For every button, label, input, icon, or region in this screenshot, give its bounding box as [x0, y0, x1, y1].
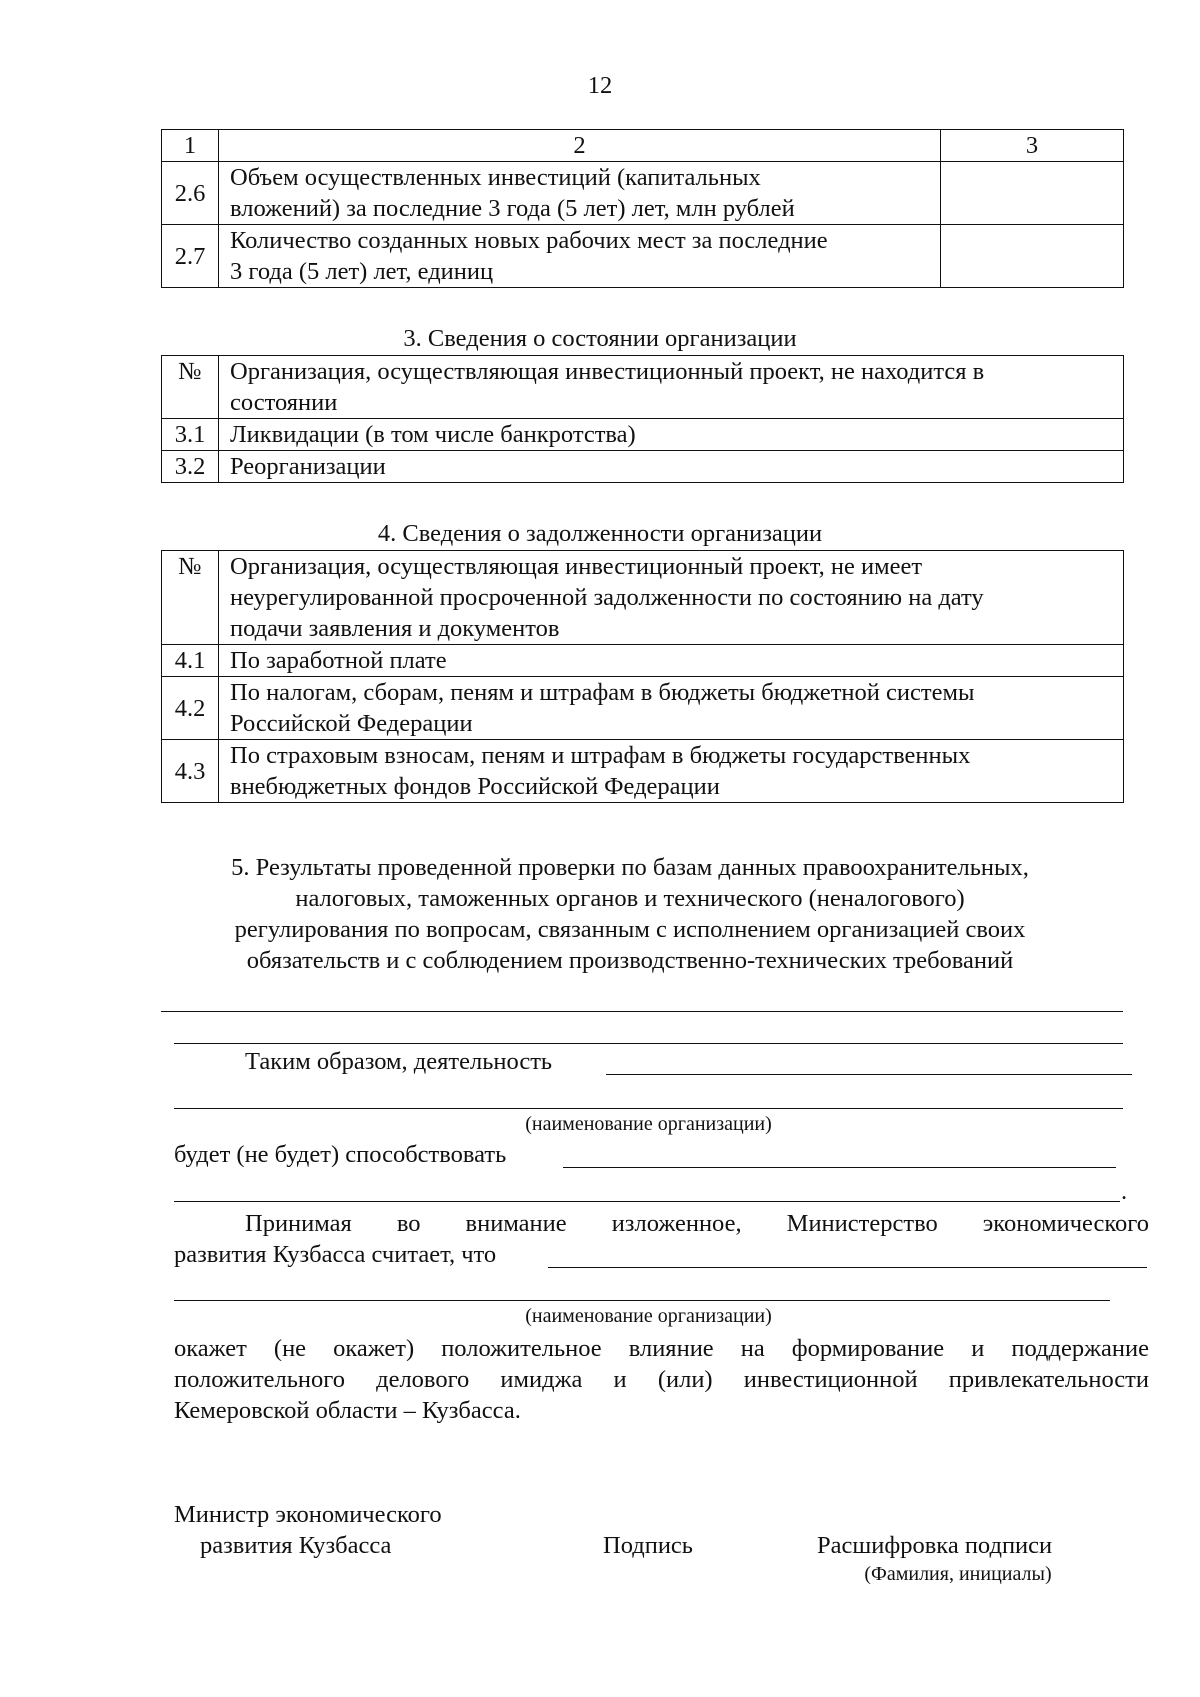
row-number: 4.1 [162, 645, 219, 677]
fill-line-organization-1[interactable] [174, 1108, 1123, 1109]
row-text-line: вложений) за последние 3 года (5 лет) лет, млн рублей [230, 195, 795, 222]
row-text-line: 3 года (5 лет) лет, единиц [230, 258, 494, 285]
header-text-line: Организация, осуществляющая инвестиционный проект, не находится в [230, 358, 985, 385]
row-text [219, 677, 1124, 740]
influence-text-line: положительного делового имиджа и (или) инвестиционной привлекательности [174, 1366, 1149, 1393]
table-header-row [162, 551, 1124, 645]
table-header-row [162, 356, 1124, 419]
row-text [219, 162, 941, 225]
row-text: Реорганизации [219, 451, 1124, 483]
will-text: будет (не будет) способствовать [174, 1141, 507, 1168]
row-number: 4.2 [162, 677, 219, 740]
table-row [162, 740, 1124, 803]
table-header-row [162, 130, 1124, 162]
row-text-line: По страховым взносам, пеням и штрафам в бюджеты государственных [230, 742, 971, 769]
minister-title-line: развития Кузбасса [200, 1532, 392, 1559]
row-text-line: Количество созданных новых рабочих мест за последние [230, 227, 828, 254]
row-number: 4.3 [162, 740, 219, 803]
value-cell[interactable] [941, 162, 1124, 225]
signature-label[interactable]: Подпись [603, 1532, 693, 1559]
header-text-line: неурегулированной просроченной задолженности по состоянию на дату [230, 584, 984, 611]
row-text [219, 740, 1124, 803]
section-5-title-line: 5. Результаты проведенной проверки по базам данных правоохранительных, [231, 854, 1029, 881]
number-header: № [162, 551, 219, 645]
period-mark: . [1121, 1178, 1128, 1205]
header-text-line: Организация, осуществляющая инвестиционный проект, не имеет [230, 553, 923, 580]
fill-line-organization-2[interactable] [174, 1300, 1110, 1301]
row-number: 2.7 [162, 225, 219, 288]
table-investments [161, 129, 1124, 288]
header-text-line: состоянии [230, 389, 338, 416]
value-cell[interactable] [941, 225, 1124, 288]
section-5-title-line: налоговых, таможенных органов и технического (неналогового) [295, 885, 965, 912]
fill-line-contribute[interactable] [563, 1167, 1116, 1168]
header-text [219, 551, 1124, 645]
row-text: По заработной плате [219, 645, 1124, 677]
decoding-label: Расшифровка подписи [817, 1532, 1053, 1559]
influence-text-line: Кемеровской области – Кузбасса. [174, 1397, 521, 1424]
table-row [162, 419, 1124, 451]
org-caption-2: (наименование организации) [525, 1305, 772, 1327]
section-3-title: 3. Сведения о состоянии организации [403, 325, 797, 352]
row-text-line: внебюджетных фондов Российской Федерации [230, 773, 720, 800]
row-text-line: Объем осуществленных инвестиций (капитальных [230, 164, 761, 191]
row-text: Ликвидации (в том числе банкротства) [219, 419, 1124, 451]
org-caption-1: (наименование организации) [525, 1113, 772, 1135]
column-header-3: 3 [941, 130, 1124, 162]
fill-line-contribute-2[interactable] [174, 1201, 1120, 1202]
table-organization-state [161, 355, 1124, 483]
influence-text-line: окажет (не окажет) положительное влияние на формирование и поддержание [174, 1335, 1149, 1362]
table-row [162, 677, 1124, 740]
column-header-2: 2 [219, 130, 941, 162]
row-text-line: По налогам, сборам, пеням и штрафам в бюджеты бюджетной системы [230, 679, 975, 706]
header-text [219, 356, 1124, 419]
column-header-1: 1 [162, 130, 219, 162]
section-4-title: 4. Сведения о задолженности организации [377, 520, 823, 547]
section-5-title-line: обязательств и с соблюдением производственно-технических требований [246, 947, 1014, 974]
fill-line-activity[interactable] [606, 1074, 1132, 1075]
fill-line-section5-1[interactable] [161, 1011, 1123, 1012]
number-header: № [162, 356, 219, 419]
table-row [162, 225, 1124, 288]
considering-text-line: Принимая во внимание изложенное, Министерство экономического [245, 1210, 1149, 1237]
table-row [162, 645, 1124, 677]
row-number: 3.2 [162, 451, 219, 483]
table-organization-debt [161, 550, 1124, 803]
row-text-line: Российской Федерации [230, 710, 473, 737]
considering-text-line: развития Кузбасса считает, что [174, 1241, 497, 1268]
row-number: 3.1 [162, 419, 219, 451]
page-number: 12 [587, 72, 613, 99]
decoding-caption: (Фамилия, инициалы) [864, 1563, 1052, 1585]
thus-text: Таким образом, деятельность [245, 1048, 553, 1075]
row-text [219, 225, 941, 288]
row-number: 2.6 [162, 162, 219, 225]
section-5-title [150, 852, 1110, 976]
table-row [162, 162, 1124, 225]
fill-line-section5-2[interactable] [174, 1043, 1123, 1044]
table-row [162, 451, 1124, 483]
header-text-line: подачи заявления и документов [230, 615, 560, 642]
fill-line-considers[interactable] [548, 1267, 1147, 1268]
minister-title-line: Министр экономического [174, 1501, 442, 1528]
section-5-title-line: регулирования по вопросам, связанным с исполнением организацией своих [234, 916, 1026, 943]
